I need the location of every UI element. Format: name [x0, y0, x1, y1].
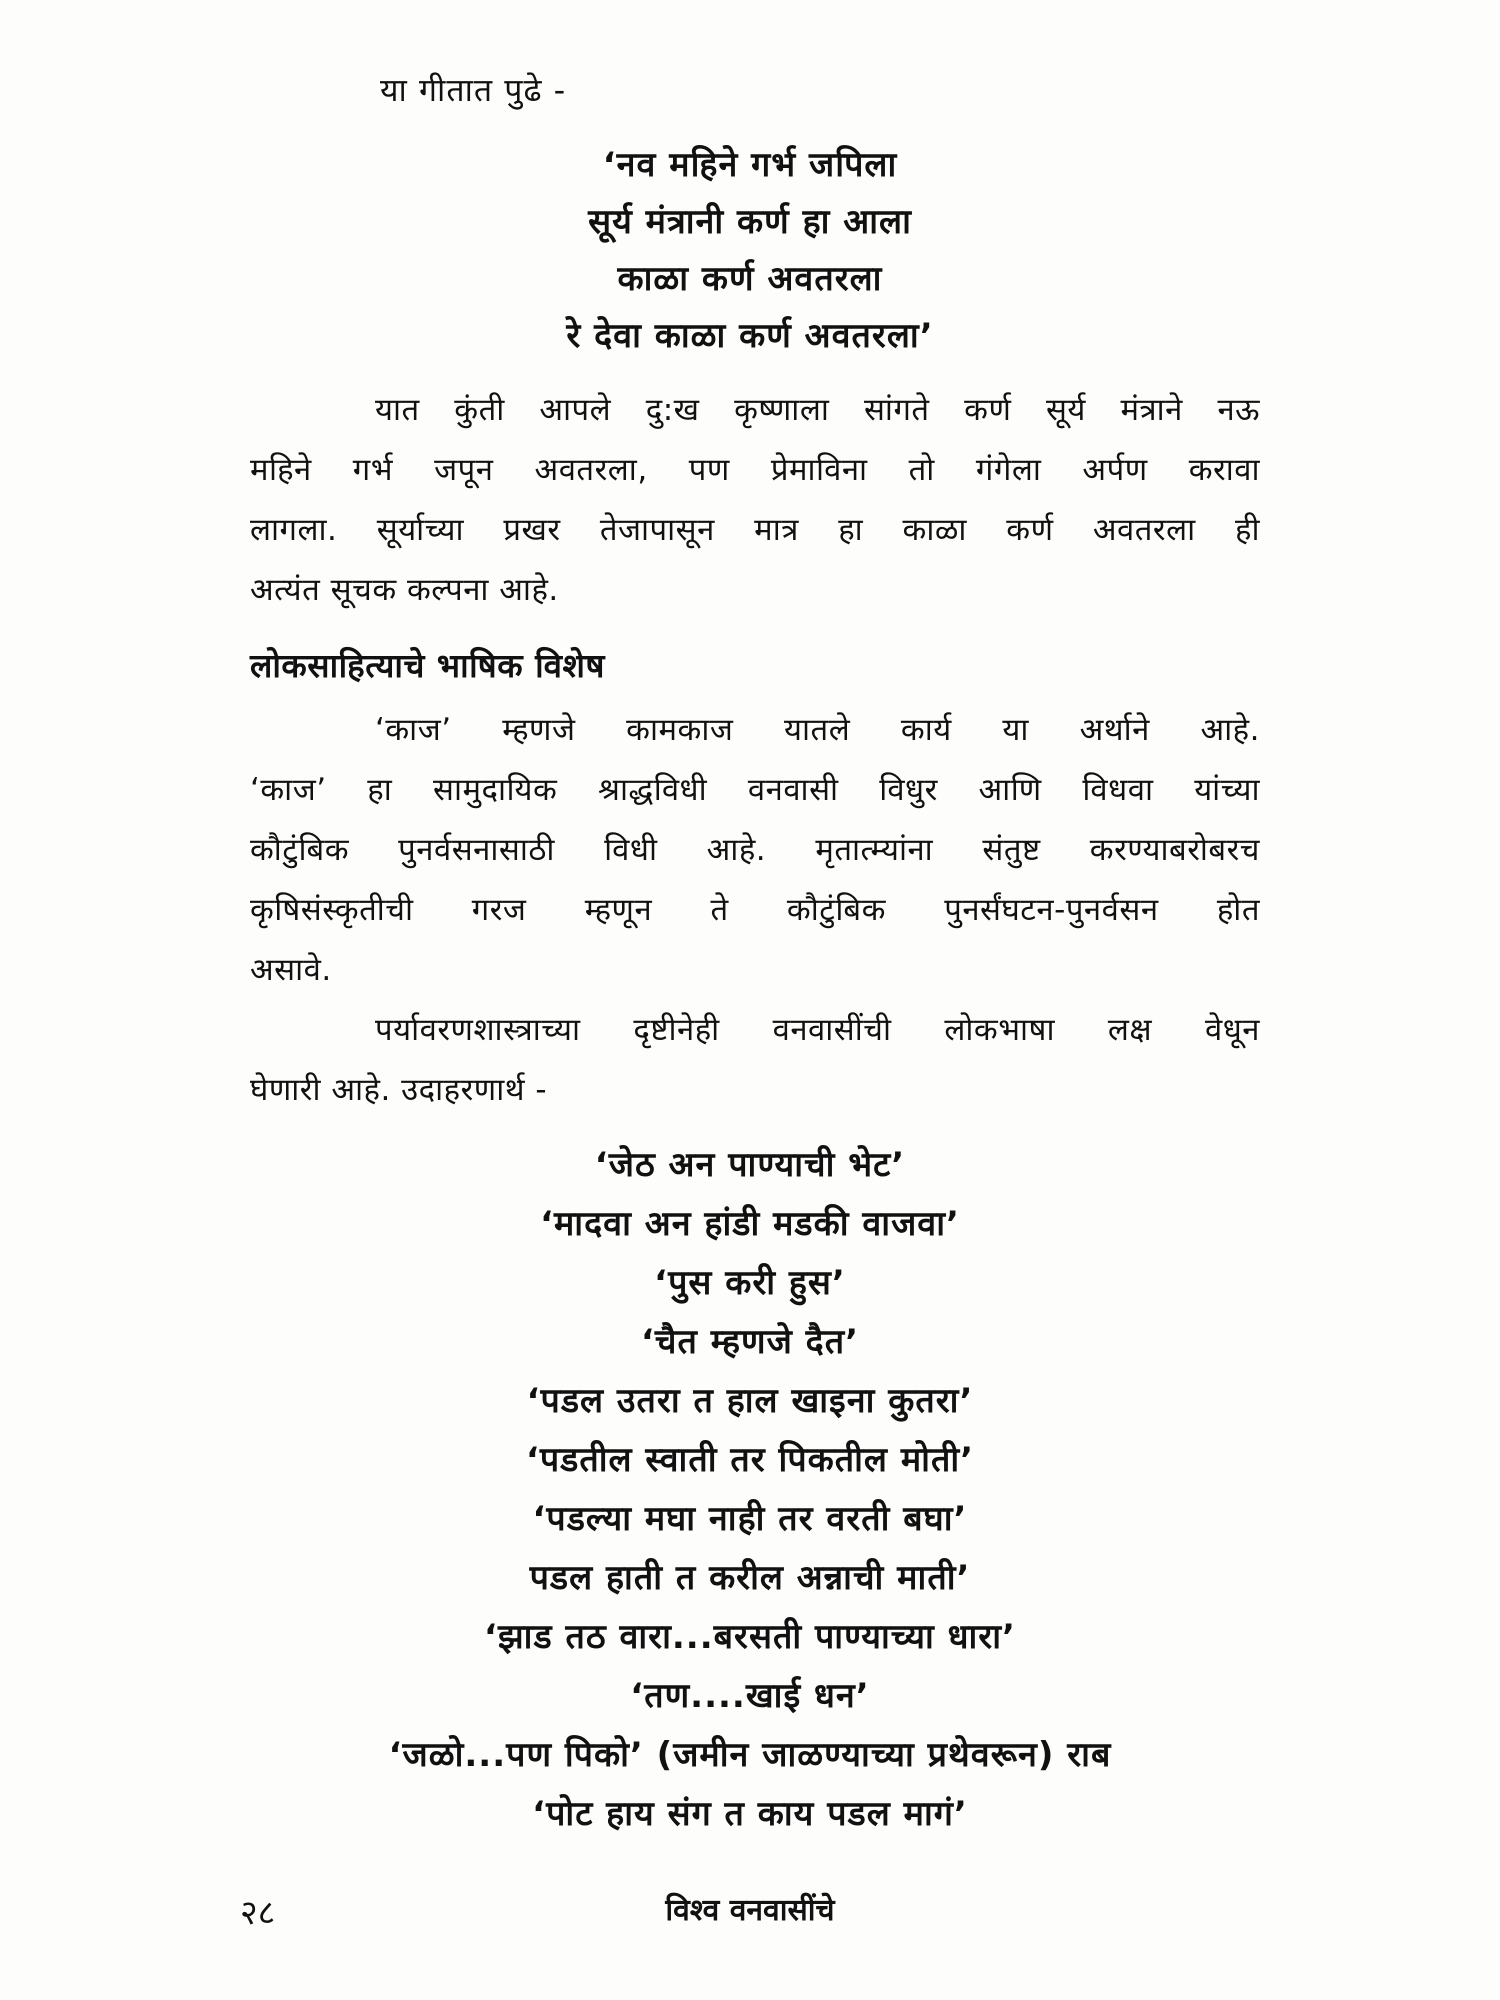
- paragraph2-line-1: ‘काज’ म्हणजे कामकाज यातले कार्य या अर्थाने आहे.: [375, 712, 1260, 748]
- proverb-line-9: ‘झाड तठ वारा...बरसती पाण्याच्या धारा’: [484, 1617, 1016, 1657]
- proverb-line-5: ‘पडल उतरा त हाल खाइना कुतरा’: [526, 1381, 974, 1421]
- running-footer-title: विश्व वनवासींचे: [665, 1893, 835, 1928]
- proverb-line-3: ‘पुस करी हुस’: [654, 1263, 846, 1303]
- paragraph2-line-3: कौटुंबिक पुनर्वसनासाठी विधी आहे. मृतात्म्यांना संतुष्ट करण्याबरोबरच: [250, 832, 1260, 868]
- proverb-line-8: पडल हाती त करील अन्नाची माती’: [529, 1558, 971, 1598]
- verse-line-1: ‘नव महिने गर्भ जपिला: [602, 145, 898, 185]
- paragraph2-line-5: असावे.: [250, 952, 332, 988]
- verse-line-3: काळा कर्ण अवतरला: [617, 259, 883, 299]
- paragraph1-line-2: महिने गर्भ जपून अवतरला, पण प्रेमाविना तो गंगेला अर्पण करावा: [250, 452, 1260, 488]
- proverb-line-12: ‘पोट हाय संग त काय पडल मागं’: [532, 1794, 968, 1834]
- page-number: २८: [240, 1893, 276, 1933]
- section-heading: लोकसाहित्याचे भाषिक विशेष: [250, 646, 605, 685]
- proverb-line-6: ‘पडतील स्वाती तर पिकतील मोती’: [525, 1440, 975, 1480]
- paragraph2-line-4: कृषिसंस्कृतीची गरज म्हणून ते कौटुंबिक पुनर्संघटन-पुनर्वसन होत: [250, 892, 1260, 928]
- paragraph1-line-1: यात कुंती आपले दु:ख कृष्णाला सांगते कर्ण सूर्य मंत्राने नऊ: [375, 392, 1260, 428]
- paragraph3-line-1: पर्यावरणशास्त्राच्या दृष्टीनेही वनवासींची लोकभाषा लक्ष वेधून: [375, 1012, 1260, 1048]
- proverb-line-7: ‘पडल्या मघा नाही तर वरती बघा’: [532, 1499, 968, 1539]
- paragraph3-line-2: घेणारी आहे. उदाहरणार्थ -: [250, 1072, 548, 1108]
- paragraph2-line-2: ‘काज’ हा सामुदायिक श्राद्धविधी वनवासी विधुर आणि विधवा यांच्या: [250, 772, 1260, 808]
- proverb-line-4: ‘चैत म्हणजे दैत’: [640, 1322, 860, 1362]
- paragraph1-line-4: अत्यंत सूचक कल्पना आहे.: [250, 572, 559, 608]
- paragraph1-line-3: लागला. सूर्याच्या प्रखर तेजापासून मात्र हा काळा कर्ण अवतरला ही: [250, 512, 1260, 548]
- proverb-line-11: ‘जळो...पण पिको’ (जमीन जाळण्याच्या प्रथेवरून) राब: [388, 1735, 1112, 1775]
- proverb-line-10: ‘तण....खाई धन’: [630, 1676, 870, 1716]
- verse-line-4: रे देवा काळा कर्ण अवतरला’: [566, 316, 934, 356]
- intro-line: या गीतात पुढे -: [380, 71, 567, 109]
- proverb-line-1: ‘जेठ अन पाण्याची भेट’: [594, 1145, 906, 1185]
- verse-line-2: सूर्य मंत्रानी कर्ण हा आला: [588, 202, 912, 242]
- proverb-line-2: ‘मादवा अन हांडी मडकी वाजवा’: [540, 1204, 960, 1244]
